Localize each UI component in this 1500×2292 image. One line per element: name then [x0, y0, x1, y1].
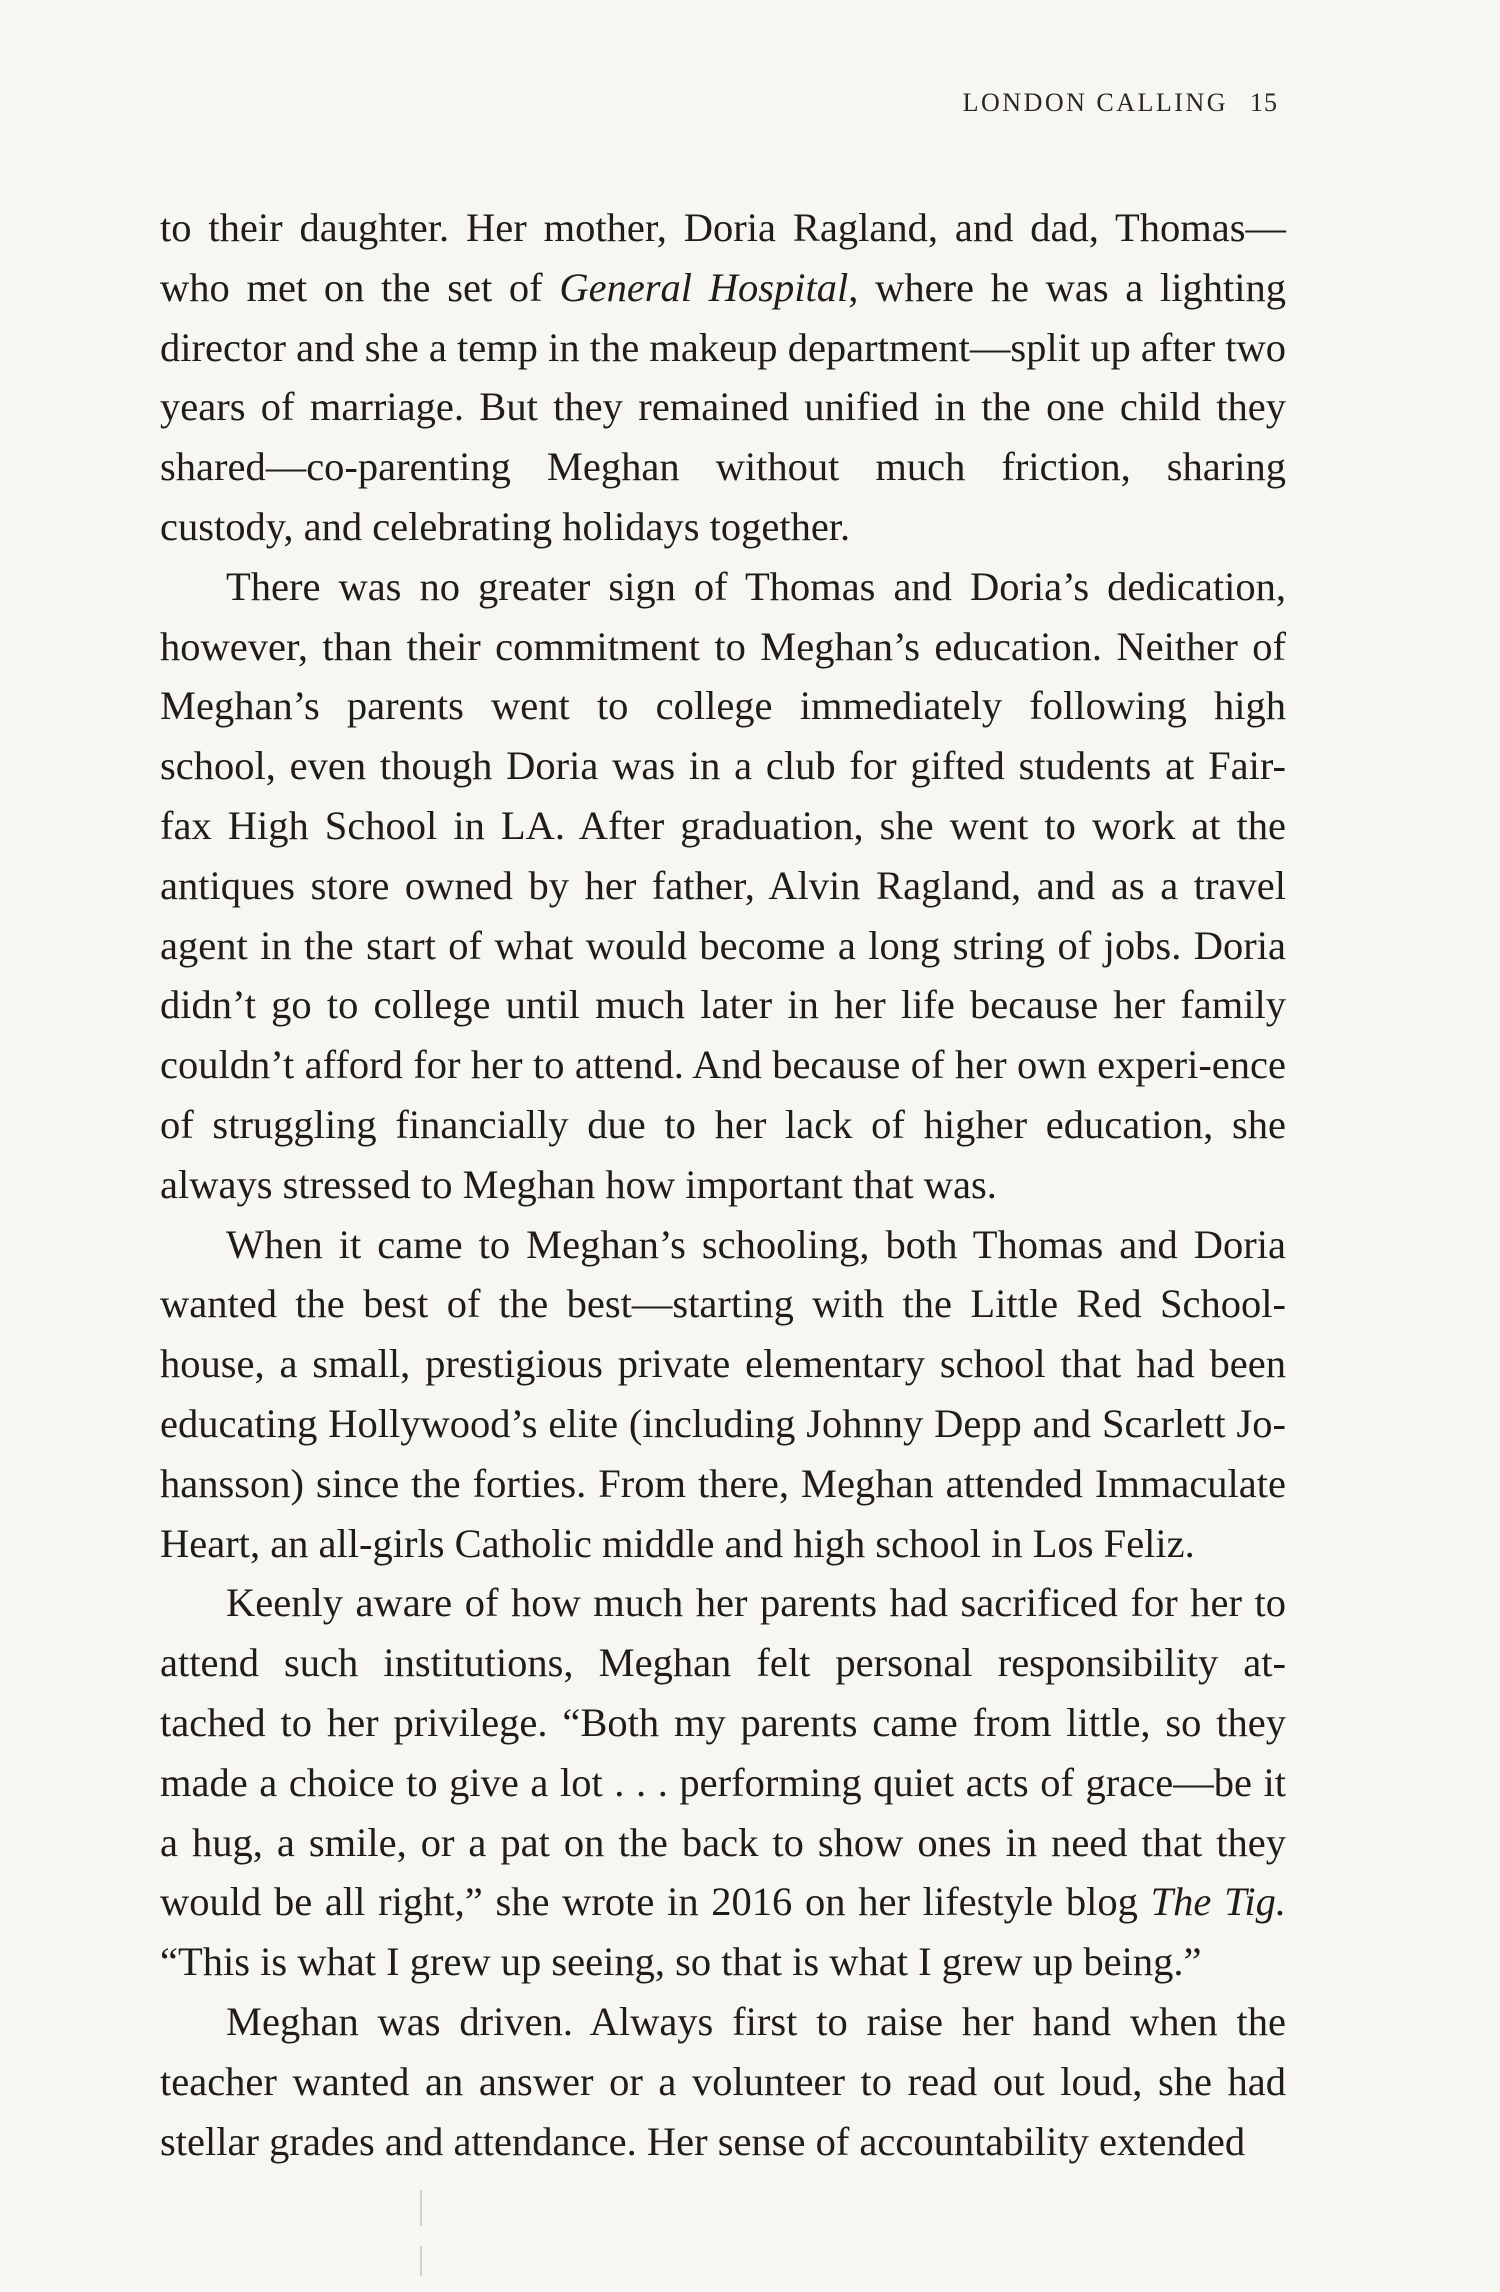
running-head	[963, 88, 1278, 118]
body-text	[160, 198, 1286, 2171]
show-title: General Hospital	[559, 264, 849, 310]
paragraph-2: There was no greater sign of Thomas and Doria’s dedication, however, than their commitment to Meghan’s education. Neither of Meghan’s parents went to college immediately following high school, even though Doria was in a club for gifted students at Fair-fax High School in LA. After graduation, she went to work at the antiques store owned by her father, Alvin Ragland, and as a travel agent in the start of what would become a long string of jobs. Doria didn’t go to college until much later in her life because her family couldn’t afford for her to attend. And because of her own experi-ence of struggling financially due to her lack of higher education, she always stressed to Meghan how important that was.	[160, 563, 1286, 1207]
running-title: LONDON CALLING	[962, 88, 1228, 117]
blog-title: The Tig.	[1150, 1879, 1286, 1925]
paragraph-3: When it came to Meghan’s schooling, both Thomas and Doria wanted the best of the best—starting with the Little Red School-house, a small, prestigious private elementary school that had been educating Hollywood’s elite (including Johnny Depp and Scarlett Jo-hansson) since the forties. From there, Meghan attended Immaculate Heart, an all-girls Catholic middle and high school in Los Feliz.	[160, 1221, 1286, 1566]
gutter-mark	[420, 2246, 422, 2276]
paragraph-5: Meghan was driven. Always first to raise her hand when the teacher wanted an answer or a volunteer to read out loud, she had stellar grades and attendance. Her sense of accountability extended	[160, 1998, 1286, 2164]
paragraph-4: Keenly aware of how much her parents had sacrificed for her to attend such institutions, Meghan felt personal responsibility at-tached to her privilege. “Both my parents came from little, so they made a choice to give a lot . . . performing quiet acts of grace—be it a hug, a smile, or a pat on the back to show ones in need that they would be all right,” she wrote in 2016 on her lifestyle blog The Tig. “This is what I grew up seeing, so that is what I grew up being.”	[160, 1580, 1286, 1985]
page-number: 15	[1250, 88, 1278, 117]
paragraph-1: to their daughter. Her mother, Doria Ragland, and dad, Thomas— who met on the set of General Hospital, where he was a lighting director and she a temp in the makeup department—split up after two years of marriage. But they remained unified in the one child they shared—co-parenting Meghan without much friction, sharing custody, and celebrating holidays together.	[160, 205, 1286, 549]
gutter-mark	[420, 2190, 422, 2226]
